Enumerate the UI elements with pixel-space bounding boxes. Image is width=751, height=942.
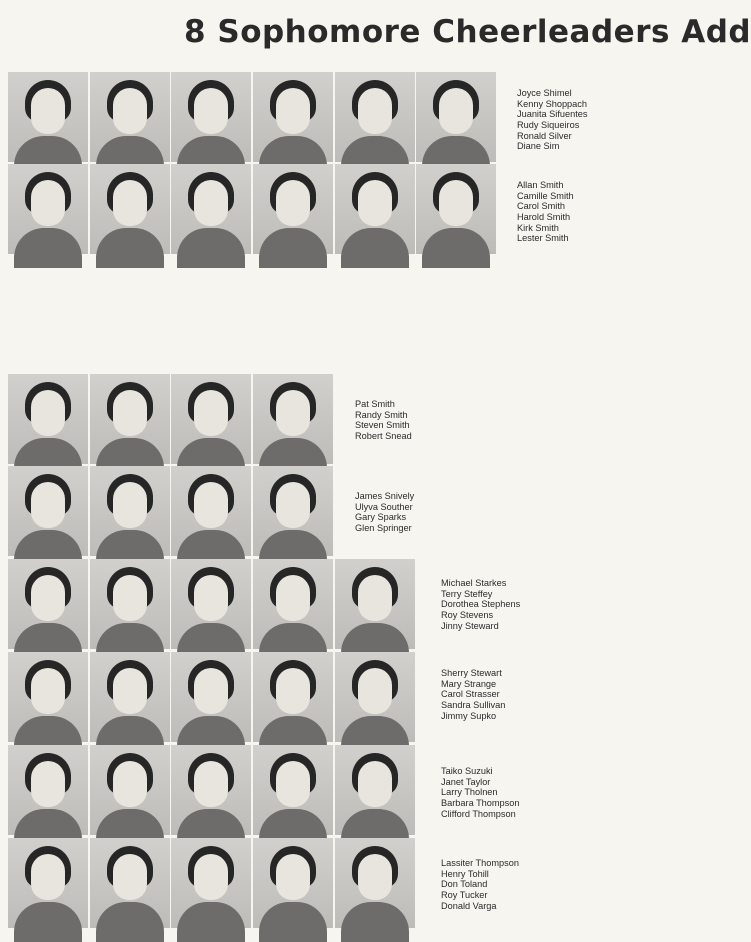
student-name: Roy Tucker — [441, 890, 488, 901]
page-title: 8 Sophomore Cheerleaders Add — [184, 14, 751, 50]
student-portrait — [253, 374, 333, 464]
portrait-body — [177, 228, 245, 268]
student-name: Juanita Sifuentes — [517, 109, 588, 120]
student-name: Jinny Steward — [441, 620, 499, 631]
name-list — [441, 668, 505, 721]
portrait-face — [113, 761, 147, 807]
portrait-body — [341, 902, 409, 942]
portrait-body — [422, 228, 490, 268]
student-name: Allan Smith — [517, 180, 564, 190]
student-portrait — [335, 745, 415, 835]
student-portrait — [8, 466, 88, 556]
student-name: Dorothea Stephens — [441, 599, 521, 610]
name-list — [517, 180, 574, 244]
student-name: Terry Steffey — [441, 588, 493, 599]
portrait-body — [259, 902, 327, 942]
student-portrait — [171, 838, 251, 928]
portrait-body — [259, 228, 327, 268]
student-name: Steven Smith — [355, 420, 410, 431]
student-portrait — [171, 164, 251, 254]
portrait-face — [31, 88, 65, 134]
portrait-face — [358, 88, 392, 134]
student-portrait — [171, 745, 251, 835]
student-portrait — [90, 838, 170, 928]
student-name: Donald Varga — [441, 900, 497, 911]
portrait-face — [194, 668, 228, 714]
portrait-face — [194, 180, 228, 226]
student-name: Larry Tholnen — [441, 787, 498, 798]
portrait-face — [31, 482, 65, 528]
portrait-face — [358, 761, 392, 807]
student-portrait — [8, 652, 88, 742]
portrait-face — [31, 668, 65, 714]
portrait-body — [96, 228, 164, 268]
portrait-face — [113, 854, 147, 900]
student-portrait — [90, 745, 170, 835]
student-name: Lassiter Thompson — [441, 858, 519, 868]
student-portrait — [416, 164, 496, 254]
name-list — [355, 399, 412, 442]
portrait-face — [194, 761, 228, 807]
name-list — [441, 578, 520, 631]
student-name: Lester Smith — [517, 233, 569, 244]
portrait-face — [358, 668, 392, 714]
student-portrait — [253, 838, 333, 928]
portrait-body — [341, 228, 409, 268]
portrait-face — [276, 854, 310, 900]
student-portrait — [171, 374, 251, 464]
student-name: Clifford Thompson — [441, 808, 516, 819]
student-portrait — [335, 72, 415, 162]
student-portrait — [8, 72, 88, 162]
student-name: Janet Taylor — [441, 776, 491, 787]
student-portrait — [171, 559, 251, 649]
portrait-face — [276, 180, 310, 226]
student-portrait — [253, 466, 333, 556]
portrait-face — [276, 575, 310, 621]
portrait-face — [276, 390, 310, 436]
portrait-face — [194, 390, 228, 436]
portrait-face — [113, 390, 147, 436]
name-list — [517, 88, 588, 152]
portrait-face — [276, 482, 310, 528]
portrait-body — [14, 902, 82, 942]
student-name: Diane Sim — [517, 141, 560, 152]
portrait-face — [358, 180, 392, 226]
student-name: Henry Tohill — [441, 868, 489, 879]
portrait-face — [358, 854, 392, 900]
student-portrait — [8, 374, 88, 464]
portrait-face — [31, 854, 65, 900]
portrait-face — [31, 390, 65, 436]
portrait-face — [113, 482, 147, 528]
name-list — [441, 766, 519, 819]
portrait-face — [276, 761, 310, 807]
portrait-face — [31, 180, 65, 226]
student-portrait — [253, 652, 333, 742]
portrait-body — [96, 902, 164, 942]
student-name: Ronald Silver — [517, 130, 572, 141]
portrait-face — [439, 88, 473, 134]
student-name: Barbara Thompson — [441, 798, 520, 809]
student-name: Kirk Smith — [517, 222, 559, 233]
portrait-body — [177, 902, 245, 942]
portrait-face — [31, 575, 65, 621]
portrait-face — [113, 668, 147, 714]
student-name: Carol Smith — [517, 201, 565, 212]
student-name: Jimmy Supko — [441, 710, 497, 721]
portrait-face — [113, 88, 147, 134]
student-name: Kenny Shoppach — [517, 98, 587, 109]
student-name: Mary Strange — [441, 678, 497, 689]
portrait-face — [358, 575, 392, 621]
portrait-face — [439, 180, 473, 226]
student-portrait — [8, 559, 88, 649]
student-name: Taiko Suzuki — [441, 766, 493, 776]
student-portrait — [90, 559, 170, 649]
student-portrait — [90, 652, 170, 742]
name-list — [441, 858, 519, 911]
student-name: Don Toland — [441, 879, 488, 890]
student-portrait — [90, 466, 170, 556]
student-portrait — [335, 652, 415, 742]
portrait-body — [14, 228, 82, 268]
student-portrait — [171, 466, 251, 556]
student-portrait — [253, 745, 333, 835]
student-portrait — [335, 559, 415, 649]
student-name: Joyce Shimel — [517, 88, 572, 98]
student-name: Roy Stevens — [441, 610, 494, 621]
student-portrait — [90, 374, 170, 464]
student-name: Carol Strasser — [441, 689, 500, 700]
student-name: Gary Sparks — [355, 512, 407, 523]
student-portrait — [90, 72, 170, 162]
student-name: Harold Smith — [517, 212, 571, 223]
portrait-face — [194, 88, 228, 134]
student-portrait — [253, 72, 333, 162]
student-name: Pat Smith — [355, 399, 395, 409]
name-list — [355, 491, 414, 534]
student-portrait — [253, 559, 333, 649]
portrait-face — [194, 854, 228, 900]
student-portrait — [416, 72, 496, 162]
student-portrait — [8, 745, 88, 835]
student-name: Robert Snead — [355, 431, 412, 442]
student-name: Camille Smith — [517, 190, 574, 201]
portrait-face — [194, 482, 228, 528]
student-name: Michael Starkes — [441, 578, 507, 588]
portrait-face — [276, 668, 310, 714]
student-portrait — [171, 72, 251, 162]
student-name: Randy Smith — [355, 409, 408, 420]
portrait-face — [276, 88, 310, 134]
student-portrait — [8, 838, 88, 928]
student-name: Sherry Stewart — [441, 668, 502, 678]
portrait-face — [113, 180, 147, 226]
student-portrait — [171, 652, 251, 742]
student-name: Sandra Sullivan — [441, 700, 506, 711]
student-portrait — [90, 164, 170, 254]
student-name: James Snively — [355, 491, 415, 501]
student-portrait — [335, 164, 415, 254]
portrait-face — [194, 575, 228, 621]
student-portrait — [253, 164, 333, 254]
student-name: Glen Springer — [355, 523, 412, 534]
portrait-face — [113, 575, 147, 621]
student-portrait — [335, 838, 415, 928]
student-portrait — [8, 164, 88, 254]
student-name: Rudy Siqueiros — [517, 120, 580, 131]
student-name: Ulyva Souther — [355, 501, 413, 512]
portrait-face — [31, 761, 65, 807]
